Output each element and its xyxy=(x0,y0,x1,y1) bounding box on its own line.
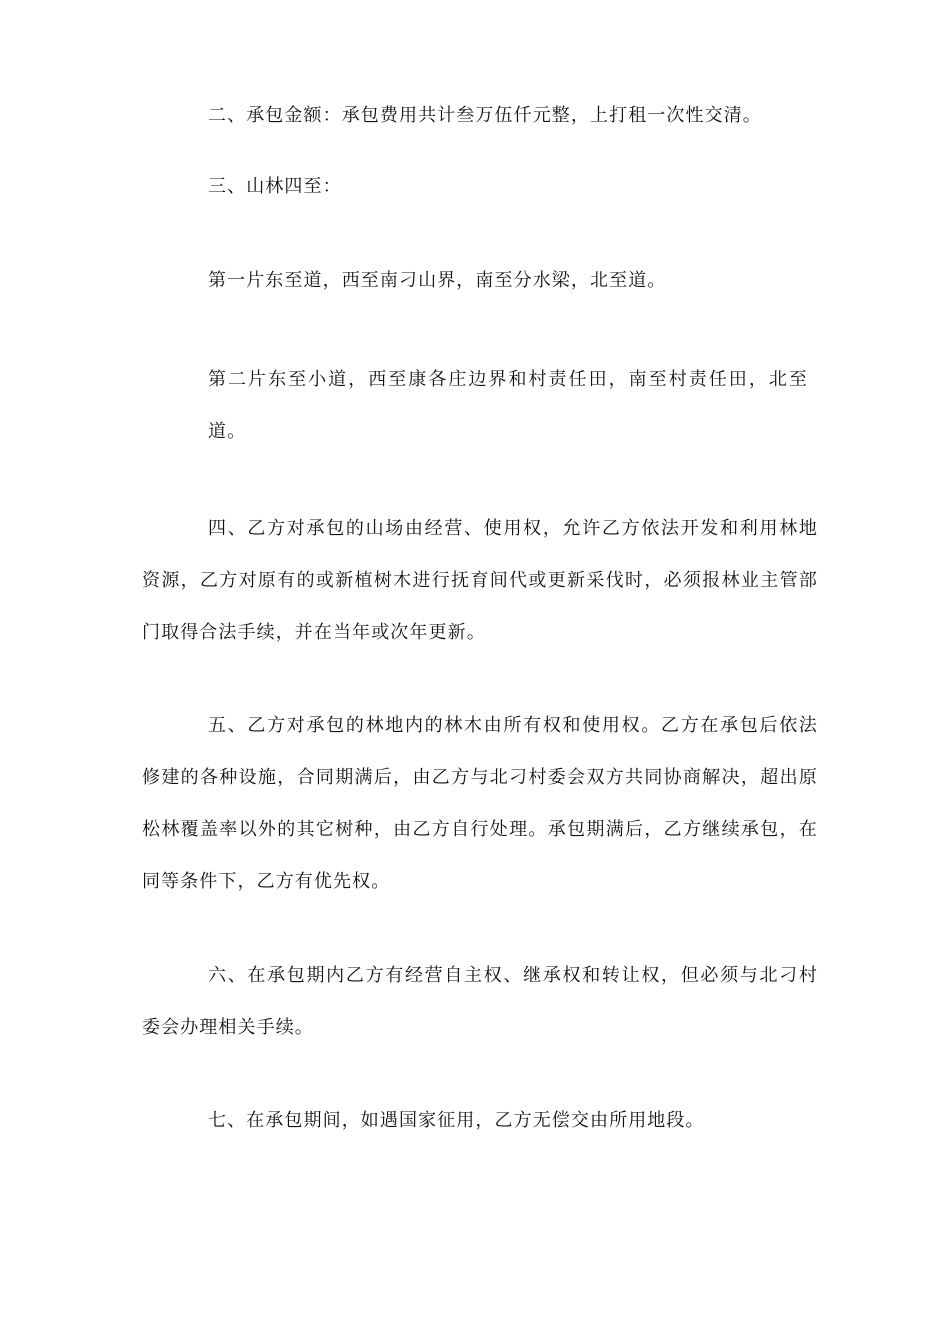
boundary-plot-2: 第二片东至小道，西至康各庄边界和村责任田，南至村责任田，北至道。 xyxy=(208,369,808,442)
clause-2-contract-amount: 二、承包金额：承包费用共计叁万伍仟元整，上打租一次性交清。 xyxy=(208,105,762,126)
clause-6-transfer-rights: 六、在承包期内乙方有经营自主权、继承权和转让权，但必须与北刁村委会办理相关手续。 xyxy=(142,965,818,1038)
clause-7-state-requisition: 七、在承包期间，如遇国家征用，乙方无偿交由所用地段。 xyxy=(208,1110,705,1131)
clause-5-ownership-rights: 五、乙方对承包的林地内的林木由所有权和使用权。乙方在承包后依法修建的各种设施，合同期满后，由乙方与北刁村委会双方共同协商解决，超出原松林覆盖率以外的其它树种，由乙方自行处理。承包期满后，乙方继续承包，在同等条件下，乙方有优先权。 xyxy=(142,715,818,892)
clause-3-forest-boundaries-heading: 三、山林四至： xyxy=(208,176,342,197)
boundary-plot-1: 第一片东至道，西至南刁山界，南至分水梁，北至道。 xyxy=(208,270,667,291)
clause-4-management-rights: 四、乙方对承包的山场由经营、使用权，允许乙方依法开发和利用林地资源，乙方对原有的或新植树木进行抚育间代或更新采伐时，必须报林业主管部门取得合法手续，并在当年或次年更新。 xyxy=(142,518,818,643)
